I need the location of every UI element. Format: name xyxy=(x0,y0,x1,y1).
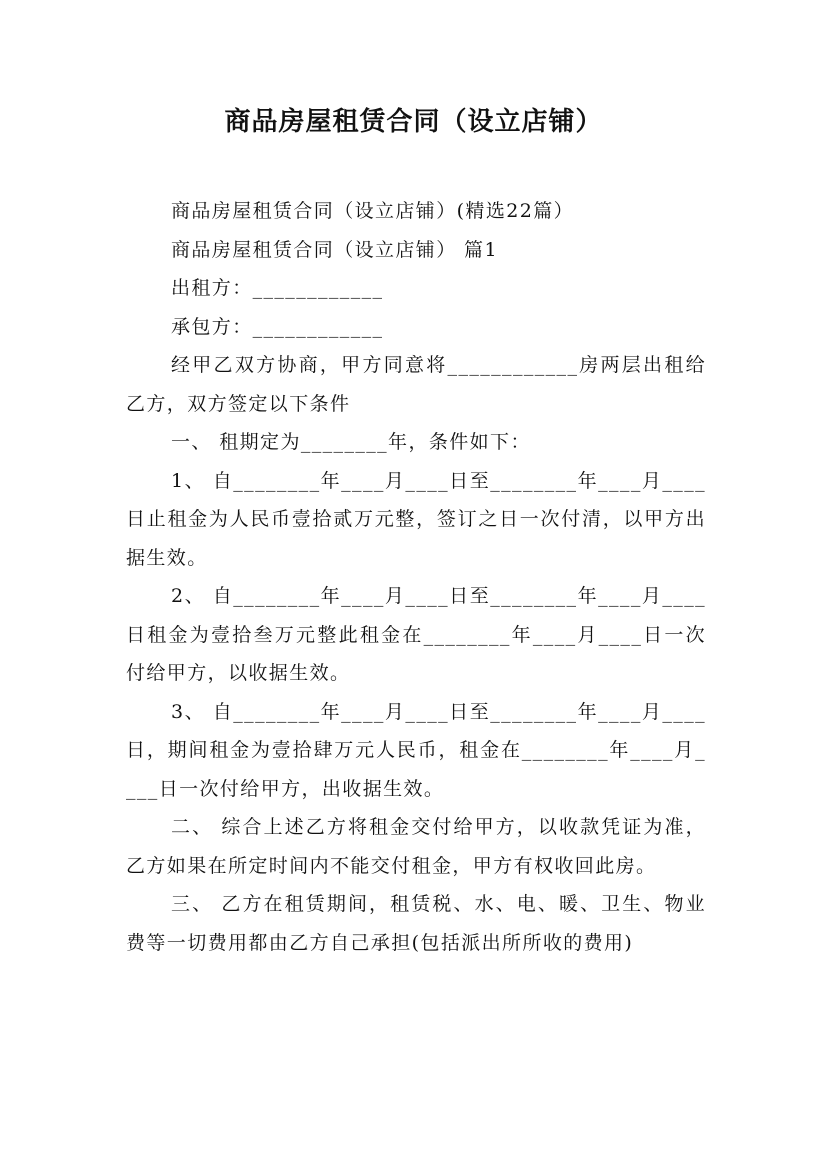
term-2-paragraph: 2、 自________年____月____日至________年____月____日租金为壹拾叁万元整此租金在________年____月____日一次付给甲方，以收据生效。 xyxy=(126,585,706,684)
document-title: 商品房屋租赁合同（设立店铺） xyxy=(224,107,603,137)
lessor-line: 出租方：____________ xyxy=(171,277,384,299)
lessee-line: 承包方：____________ xyxy=(171,315,384,338)
term-3-paragraph: 3、 自________年____月____日至________年____月____日，期间租金为壹拾肆万元人民币，租金在________年____月____日一次付给甲方，出收据生效。 xyxy=(126,700,706,800)
clause-3-paragraph: 三、 乙方在租赁期间，租赁税、水、电、暖、卫生、物业费等一切费用都由乙方自己承担(包括派出所所收的费用) xyxy=(126,893,706,954)
agreement-intro-paragraph: 经甲乙双方协商，甲方同意将____________房两层出租给乙方，双方签定以下条件 xyxy=(126,354,706,415)
term-1-paragraph: 1、 自________年____月____日至________年____月____日止租金为人民币壹拾贰万元整，签订之日一次付清，以甲方出据生效。 xyxy=(126,469,706,569)
subtitle-paragraph: 商品房屋租赁合同（设立店铺）(精选22篇） xyxy=(171,200,574,222)
document-body xyxy=(126,192,706,962)
clause-1-heading: 一、 租期定为________年，条件如下： xyxy=(171,431,531,453)
clause-2-paragraph: 二、 综合上述乙方将租金交付给甲方，以收款凭证为准，乙方如果在所定时间内不能交付租金，甲方有权收回此房。 xyxy=(126,816,706,877)
section-heading-paragraph: 商品房屋租赁合同（设立店铺） 篇1 xyxy=(171,238,498,261)
